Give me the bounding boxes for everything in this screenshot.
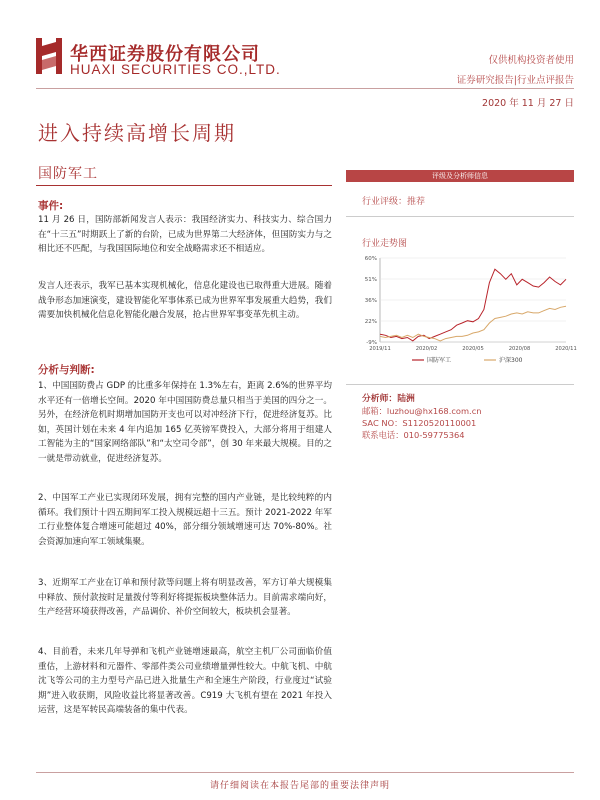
y-tick-label: 22% <box>364 319 377 325</box>
series-line-csi300 <box>380 306 566 341</box>
x-tick-label: 2020/08 <box>508 346 531 352</box>
sector-title: 国防军工 <box>38 166 98 182</box>
report-title: 进入持续高增长周期 <box>38 121 236 145</box>
analysis-paragraph: 4、目前看，未来几年导弹和飞机产业链增速最高，航空主机厂公司面临价值重估，上游材料和元器件、零部件类公司业绩增量弹性较大。中航飞机、中航沈飞等公司的主力型号产品已进入批量生产和全速生产阶段，行业度过“试验期”进入收获期，风险收益比将显著改善。C919 大飞机有望在 2021 年投入运营，这是军转民高端装备的集中代表。 <box>38 647 332 716</box>
analyst-sac: SAC NO：S1120520110001 <box>362 418 477 428</box>
x-tick-label: 2020/11 <box>555 346 577 352</box>
company-name-cn: 华西证券股份有限公司 <box>70 44 260 65</box>
x-tick-label: 2019/11 <box>369 346 391 352</box>
audience-note: 仅供机构投资者使用 <box>488 55 574 66</box>
event-paragraph: 发言人还表示，我军已基本实现机械化，信息化建设也已取得重大进展。随着战争形态加速演变，建设智能化军事体系已成为世界军事发展重大趋势，我们需要加快机械化信息化智能化融合发展，抢占世界军事变革先机主动。 <box>38 281 332 321</box>
y-tick-label: 36% <box>364 298 377 304</box>
event-paragraph: 11 月 26 日，国防部新闻发言人表示：我国经济实力、科技实力、综合国力在“十三五”时期跃上了新的台阶，已成为世界第二大经济体，但国防实力与之相比还不匹配，与我国国际地位和安全战略需求还不相适应。 <box>38 215 332 255</box>
report-date: 2020 年 11 月 27 日 <box>482 98 574 109</box>
company-name-en: HUAXI SECURITIES CO.,LTD. <box>70 62 281 77</box>
x-tick-label: 2020/05 <box>462 346 484 352</box>
x-tick-label: 2020/02 <box>415 346 438 352</box>
title-divider <box>36 185 332 186</box>
analysis-paragraph: 2、中国军工产业已实现闭环发展，拥有完整的国内产业链，是比较纯粹的内循环。我们预计十四五期间军工投入规模远超十三五。预计 2021-2022 年军工行业整体复合增速可能超过 40%，部分细分领域增速可达 70%-80%。社会资源加速向军工领域集聚。 <box>38 493 332 547</box>
analysis-paragraph: 1、中国国防费占 GDP 的比重多年保持在 1.3%左右，距离 2.6%的世界平均水平还有一倍增长空间。2020 年中国国防费总量只相当于美国的四分之一。另外，在经济危机时期增加国防开支也可以对冲经济下行，促进经济复苏。比如，英国计划在未来 4 年内追加 165 亿英镑军费投入，大部分将用于组建人工智能为主的“国家网络部队”和“太空司令部”，创 30 年来最大规模。目的之一就是带动就业，促进经济复苏。 <box>38 381 332 464</box>
footer-divider <box>36 772 574 773</box>
trend-chart-label: 行业走势图 <box>362 239 408 249</box>
analysis-heading: 分析与判断: <box>38 364 95 376</box>
y-tick-label: -9% <box>366 340 377 346</box>
legal-notice: 请仔细阅读在本报告尾部的重要法律声明 <box>209 781 390 791</box>
sidebar-header: 评级及分析师信息 <box>346 170 574 182</box>
y-tick-label: 51% <box>364 277 377 283</box>
event-heading: 事件: <box>38 200 64 212</box>
huaxi-logo-icon <box>36 38 62 74</box>
industry-trend-chart <box>352 252 577 370</box>
y-tick-label: 60% <box>364 256 377 262</box>
report-type: 证券研究报告|行业点评报告 <box>456 75 574 86</box>
sidebar-divider <box>346 384 574 385</box>
analyst-email: 邮箱：luzhou@hx168.com.cn <box>362 406 482 416</box>
header-divider <box>36 88 574 89</box>
sidebar-divider <box>346 216 574 217</box>
analysis-paragraph: 3、近期军工产业在订单和预付款等问题上将有明显改善，军方订单大规模集中释放、预付款按时足量拨付等利好将提振板块整体活力。目前需求端向好，生产经营环境获得改善，产品调价、补价空间较大，板块机会显著。 <box>38 578 332 618</box>
analyst-info <box>362 393 482 441</box>
series-line-defense <box>380 269 566 341</box>
legend-label: 沪深300 <box>499 357 523 364</box>
legend-label: 国防军工 <box>427 357 452 364</box>
analyst-phone: 联系电话：010-59775364 <box>362 430 465 440</box>
industry-rating: 行业评级：推荐 <box>362 197 426 207</box>
analyst-name: 分析师：陆洲 <box>362 394 415 404</box>
